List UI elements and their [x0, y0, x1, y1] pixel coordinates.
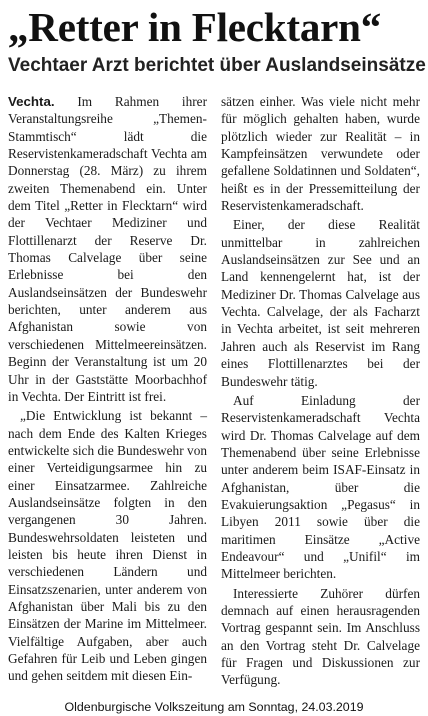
headline: „Retter in Flecktarn“ [8, 4, 382, 50]
article-body [8, 93, 420, 697]
subheadline: Vechtaer Arzt berichtet über Auslandseinsätze [8, 55, 426, 76]
article-paragraph: Interessierte Zuhörer dürfen demnach auf einen herausragenden Vortrag gespannt sein. Im Anschluss an den Vortrag steht Dr. Calvelage für Fragen und Diskussionen zur Verfügung. [221, 585, 420, 688]
article-column-1 [8, 93, 207, 697]
article-paragraph: „Die Entwicklung ist bekannt – nach dem Ende des Kalten Krieges entwickelte sich die Bundeswehr von einer Verteidigungsarmee hin zu einer Einsatzarmee. Zahlreiche Auslandseinsätze folgten in den vergangenen 30 Jahren. Bundeswehrsoldaten leisteten und leisten bis heute ihren Dienst in verschiedenen Ländern und Einsatzszenarien, unter anderem von Afghanistan über Mali bis zu den Einsätzen der Marine im Mittelmeer. Vielfältige Aufgaben, aber auch Gefahren für Leib und Leben gingen und gehen seitdem mit diesen Ein- [8, 408, 207, 684]
article-paragraph: Auf Einladung der Reservistenkameradschaft Vechta wird Dr. Thomas Calvelage auf dem Themenabend über seine Erlebnisse unter anderem beim ISAF-Einsatz in Afghanistan, über die Evakuierungsaktion „Pegasus“ in Libyen 2011 sowie über die maritimen Einsätze „Active Endeavour“ und „Unifil“ im Mittelmeer berichten. [221, 392, 420, 582]
source-caption: Oldenburgische Volkszeitung am Sonntag, 24.03.2019 [64, 700, 364, 714]
article-column-2 [221, 93, 420, 697]
article-paragraph: Einer, der diese Realität unmittelbar in zahlreichen Auslandseinsätzen zur See und an Land kennengelernt hat, ist der Mediziner Dr. Thomas Calvelage aus Vechta. Calvelage, der als Facharzt in Vechta arbeitet, ist seit mehreren Jahren auch als Reservist im Rang eines Flottillenarztes bei der Bundeswehr tätig. [221, 217, 420, 389]
article-paragraph [8, 93, 207, 405]
paragraph-text: Im Rahmen ihrer Veranstaltungsreihe „Themen-Stammtisch“ lädt die Reservistenkameradschaft Vechta am Donnerstag (28. März) zu ihrem zweiten Themenabend ein. Unter dem Titel „Retter in Flecktarn“ wird der Vechtaer Mediziner und Flottillenarzt der Reserve Dr. Thomas Calvelage über seine Erlebnisse bei den Auslandseinsätzen der Bundeswehr berichten, unter anderem aus Afghanistan sowie von verschiedenen Mittelmeereinsätzen. Beginn der Veranstaltung ist um 20 Uhr in der Gaststätte Moorbachhof in Vechta. Der Eintritt ist frei. [8, 94, 207, 404]
dateline: Vechta. [8, 94, 55, 109]
article-paragraph: sätzen einher. Was viele nicht mehr für möglich gehalten haben, wurde plötzlich wieder zur Realität – in Kampfeinsätzen verwundete oder gefallene Soldatinnen und Soldaten“, heißt es in der Pressemitteilung der Reservistenkameradschaft. [221, 94, 420, 214]
